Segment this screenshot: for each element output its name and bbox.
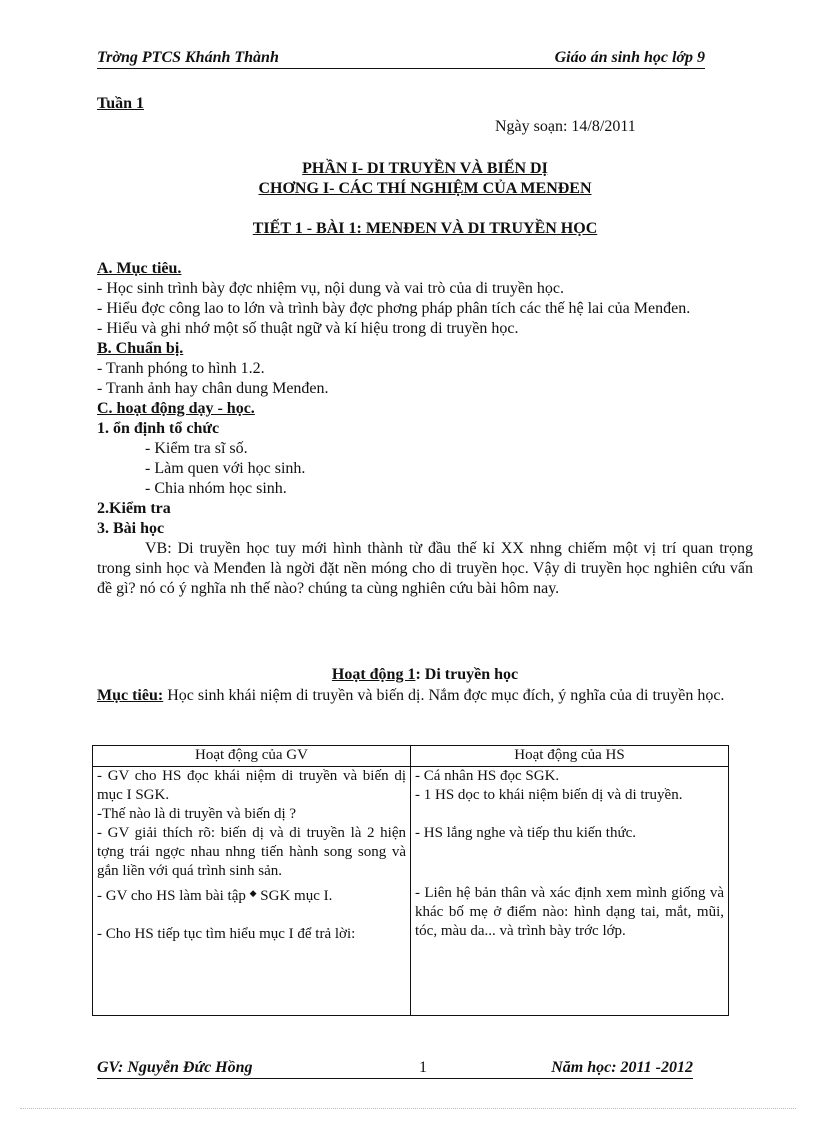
gv-line (97, 884, 406, 906)
gv-line: - Cho HS tiếp tục tìm hiểu mục I để trả lời: (97, 926, 356, 942)
lesson-heading: 3. Bài học (97, 520, 165, 537)
student-activities-cell (411, 767, 729, 1016)
page-boundary-line (20, 1108, 796, 1109)
gv-line: - GV cho HS đọc khái niệm di truyền và biến dị mục I SGK. (97, 768, 406, 803)
part-title: PHẦN I- DI TRUYỀN VÀ BIẾN DỊ (302, 160, 548, 177)
intro-paragraph: VB: Di truyền học tuy mới hình thành từ đầu thế kỉ XX nhng chiếm một vị trí quan trọng trong sinh học và Menđen là ngời đặt nền móng cho di truyền học. Vậy di truyền học nghiên cứu vấn đề gì? nó có ý nghĩa nh thế nào? chúng ta cùng nghiên cứu bài hôm nay. (97, 540, 753, 597)
activity-objective (97, 686, 753, 706)
table-header-row (93, 746, 729, 767)
preparation-item: - Tranh phóng to hình 1.2. (97, 360, 265, 377)
activity-table (92, 745, 729, 1016)
hs-line: - HS lắng nghe và tiếp thu kiến thức. (415, 825, 637, 841)
organization-item: - Kiểm tra sĩ số. (145, 440, 248, 457)
objective-text: Học sinh khái niệm di truyền và biến dị. Nắm đợc mục đích, ý nghĩa của di truyền học. (163, 687, 725, 704)
week-label: Tuần 1 (97, 95, 144, 112)
preparation-item: - Tranh ảnh hay chân dung Menđen. (97, 380, 329, 397)
activity-title (97, 666, 753, 684)
page-footer (97, 1058, 693, 1079)
organization-item: - Làm quen với học sinh. (145, 460, 306, 477)
gv-line: -Thế nào là di truyền và biến dị ? (97, 806, 297, 822)
footer-teacher: GV: Nguyễn Đức Hồng (97, 1059, 253, 1076)
teacher-activities-cell (93, 767, 411, 1016)
chapter-title: CHƠNG I- CÁC THÍ NGHIỆM CỦA MENĐEN (258, 180, 592, 197)
organization-heading: 1. ổn định tổ chức (97, 420, 220, 437)
hs-line: - Cá nhân HS đọc SGK. (415, 768, 560, 784)
gv-line: - GV giải thích rõ: biến dị và di truyền là 2 hiện tợng trái ngợc nhau nhng tiến hành song song và gắn liền với quá trình sinh sản. (97, 825, 406, 879)
preparation-heading: B. Chuẩn bị. (97, 340, 184, 357)
header-subject: Giáo án sinh học lớp 9 (554, 49, 705, 66)
table-row (93, 767, 729, 1016)
objectives-heading: A. Mục tiêu. (97, 260, 182, 277)
objective-item: - Học sinh trình bày đợc nhiệm vụ, nội dung và vai trò của di truyền học. (97, 280, 565, 297)
objective-item: - Hiểu và ghi nhớ một số thuật ngữ và kí hiệu trong di truyền học. (97, 320, 519, 337)
objective-label: Mục tiêu: (97, 687, 164, 704)
organization-item: - Chia nhóm học sinh. (145, 480, 287, 497)
bullet-icon: ◆ (249, 888, 257, 898)
header-school: Trờng PTCS Khánh Thành (97, 49, 279, 66)
activity-label: Hoạt động 1 (331, 666, 416, 683)
page-number: 1 (419, 1059, 427, 1076)
student-column-header: Hoạt động của HS (411, 746, 729, 767)
lesson-body (97, 259, 753, 599)
check-heading: 2.Kiểm tra (97, 500, 171, 517)
objective-item: - Hiểu đợc công lao to lớn và trình bày đợc phơng pháp phân tích các thế hệ lai của Menđen. (97, 300, 691, 317)
activity-name: : Di truyền học (415, 666, 519, 683)
teacher-column-header: Hoạt động của GV (93, 746, 411, 767)
gv-line-text: - GV cho HS làm bài tập (97, 888, 246, 904)
lesson-title: TIẾT 1 - BÀI 1: MENĐEN VÀ DI TRUYỀN HỌC (252, 220, 598, 237)
footer-year: Năm học: 2011 -2012 (551, 1059, 693, 1076)
prepared-date: Ngày soạn: 14/8/2011 (495, 118, 636, 135)
hs-line: - 1 HS dọc to khái niệm biến dị và di truyền. (415, 787, 683, 803)
page-header (97, 48, 705, 69)
activities-heading: C. hoạt động dạy - học. (97, 400, 255, 417)
gv-line-text: SGK mục I. (256, 888, 333, 904)
hs-line: - Liên hệ bản thân và xác định xem mình giống và khác bố mẹ ở điểm nào: hình dạng tai, mắt, mũi, tóc, màu da... và trình bày trớc lớp. (415, 885, 724, 939)
